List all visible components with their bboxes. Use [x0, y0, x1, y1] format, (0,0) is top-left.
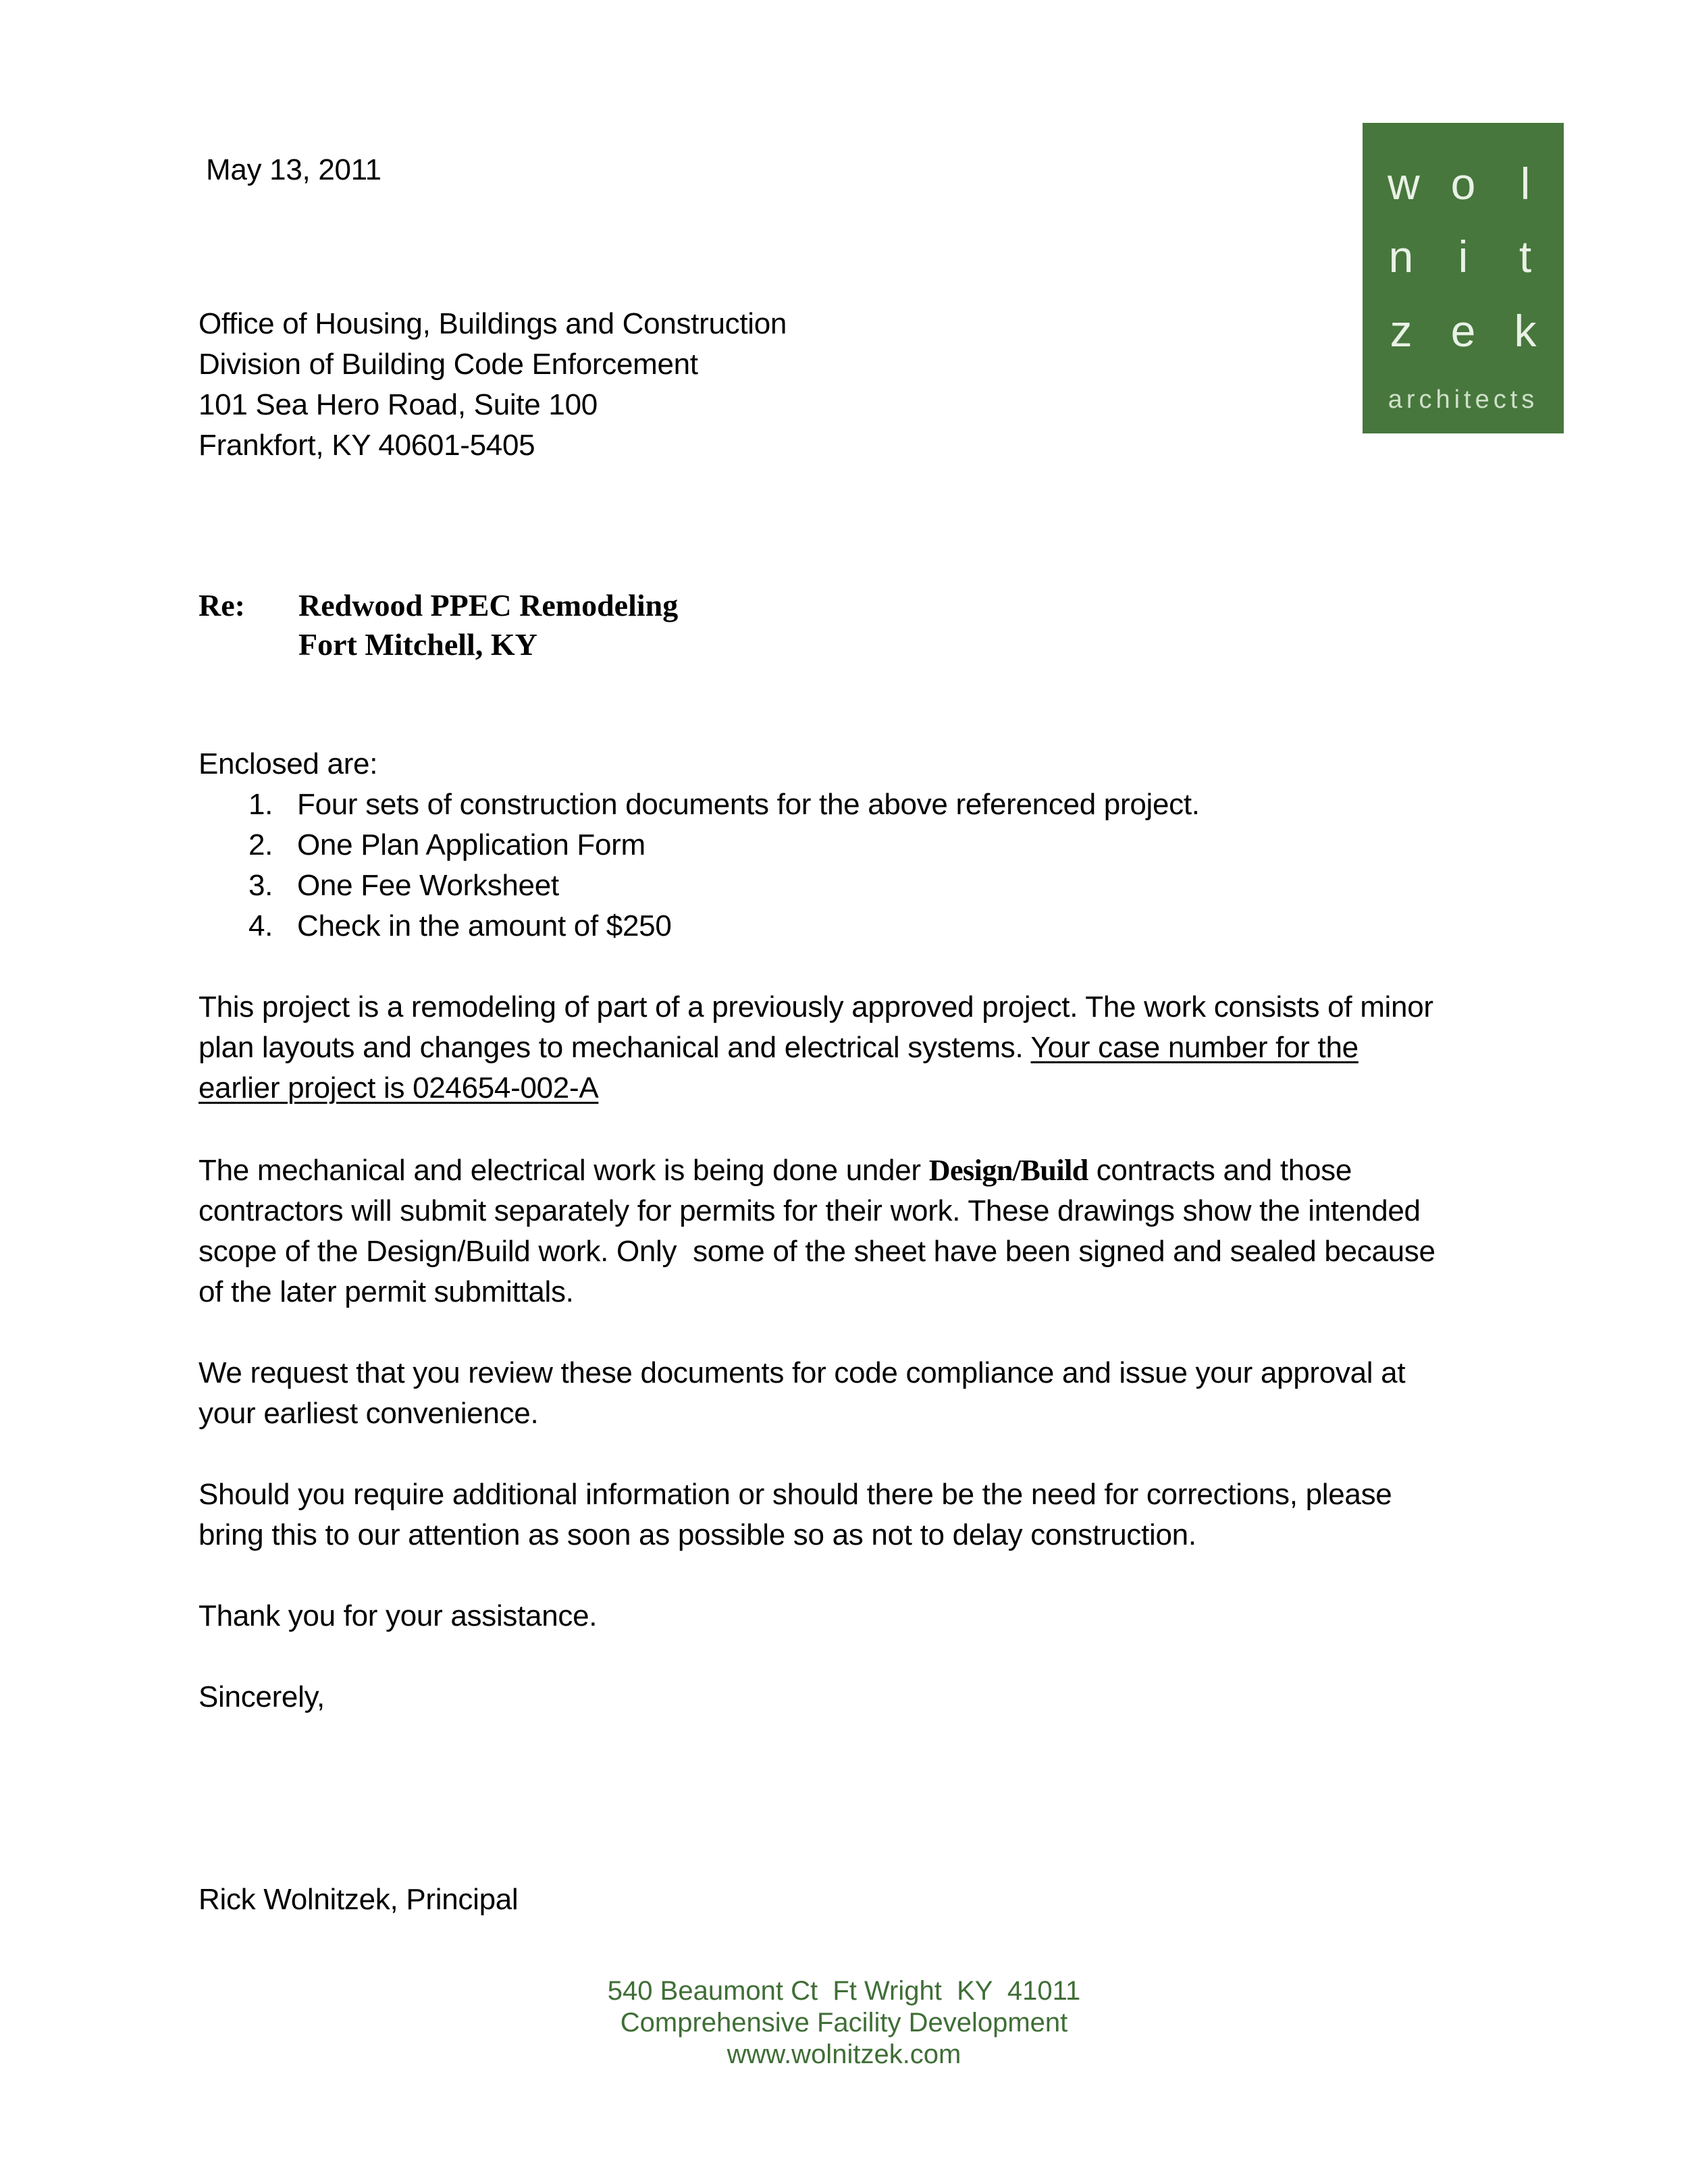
paragraph-request [199, 1353, 1515, 1434]
enclosures-list [199, 784, 1515, 947]
text-span: plan layouts and changes to mechanical and electrical systems. [199, 1031, 1031, 1064]
text-line: your earliest convenience. [199, 1397, 539, 1430]
footer-address: 540 Beaumont Ct Ft Wright KY 41011 [607, 1976, 1081, 2006]
paragraph-corrections [199, 1474, 1515, 1555]
logo-letter: o [1450, 159, 1476, 209]
text-line [199, 1028, 1515, 1068]
case-number-underlined: Your case number for the [1030, 1031, 1359, 1064]
list-item [199, 906, 1515, 947]
list-text: One Fee Worksheet [297, 869, 559, 902]
logo-letter: i [1458, 232, 1469, 282]
closing [199, 1677, 1515, 1717]
logo-letter: t [1519, 232, 1532, 282]
list-number: 4. [248, 909, 273, 942]
text-line [199, 1150, 1515, 1191]
enclosures-intro: Enclosed are: [199, 747, 378, 780]
logo-letter: z [1390, 306, 1413, 356]
logo-letter: w [1388, 159, 1420, 209]
list-item [199, 825, 1515, 865]
list-number: 1. [248, 788, 273, 821]
enclosures [199, 744, 1515, 947]
case-number-underlined: earlier project is 024654-002-A [199, 1071, 599, 1104]
text-span: contracts and those [1088, 1154, 1352, 1187]
list-number: 3. [248, 869, 273, 902]
logo-letter: e [1450, 306, 1476, 356]
text-line: We request that you review these documents for code compliance and issue your approval at [199, 1356, 1406, 1389]
subject-line: Fort Mitchell, KY [298, 627, 537, 662]
text-line: Thank you for your assistance. [199, 1599, 598, 1632]
recipient-address [199, 304, 787, 466]
address-line: Office of Housing, Buildings and Construction [199, 307, 787, 340]
logo-letter: n [1388, 232, 1414, 282]
subject-line: Redwood PPEC Remodeling [298, 588, 679, 622]
list-item [199, 865, 1515, 906]
address-line: 101 Sea Hero Road, Suite 100 [199, 388, 598, 421]
logo-row-3 [1363, 304, 1564, 358]
list-text: Check in the amount of $250 [297, 909, 672, 942]
letterhead-footer [0, 1975, 1688, 2071]
footer-website: www.wolnitzek.com [727, 2040, 961, 2069]
text-line: bring this to our attention as soon as possible so as not to delay construction. [199, 1518, 1196, 1551]
text-line: scope of the Design/Build work. Only some of the sheet have been signed and sealed because [199, 1235, 1435, 1268]
company-logo [1363, 123, 1564, 433]
logo-letter: k [1514, 306, 1537, 356]
text-line: Should you require additional information or should there be the need for corrections, please [199, 1478, 1392, 1511]
signature-block [199, 1880, 1515, 1920]
text-line: contractors will submit separately for permits for their work. These drawings show the intended [199, 1194, 1421, 1227]
list-text: One Plan Application Form [297, 828, 645, 861]
subject-lines [298, 586, 678, 664]
address-line: Division of Building Code Enforcement [199, 348, 698, 381]
logo-subtitle: architects [1388, 385, 1539, 414]
design-build-emphasis: Design/Build [928, 1154, 1088, 1187]
text-span: The mechanical and electrical work is being done under [199, 1154, 929, 1187]
address-line: Frankfort, KY 40601-5405 [199, 429, 535, 462]
letter-date: May 13, 2011 [206, 153, 381, 186]
logo-row-1 [1363, 157, 1564, 211]
list-item [199, 784, 1515, 825]
logo-row-2 [1363, 230, 1564, 284]
paragraph-design-build [199, 1150, 1515, 1312]
logo-letter: l [1520, 159, 1531, 209]
paragraph-thanks [199, 1596, 1515, 1636]
text-line: of the later permit submittals. [199, 1275, 574, 1308]
subject-label: Re: [199, 588, 245, 622]
footer-tagline: Comprehensive Facility Development [620, 2008, 1068, 2037]
signature-name: Rick Wolnitzek, Principal [199, 1883, 519, 1916]
text-line: This project is a remodeling of part of a previously approved project. The work consists of minor [199, 990, 1433, 1023]
list-number: 2. [248, 828, 273, 861]
paragraph-project-description [199, 987, 1515, 1109]
closing-text: Sincerely, [199, 1680, 325, 1713]
text-line [199, 1068, 1515, 1109]
list-text: Four sets of construction documents for the above referenced project. [297, 788, 1200, 821]
